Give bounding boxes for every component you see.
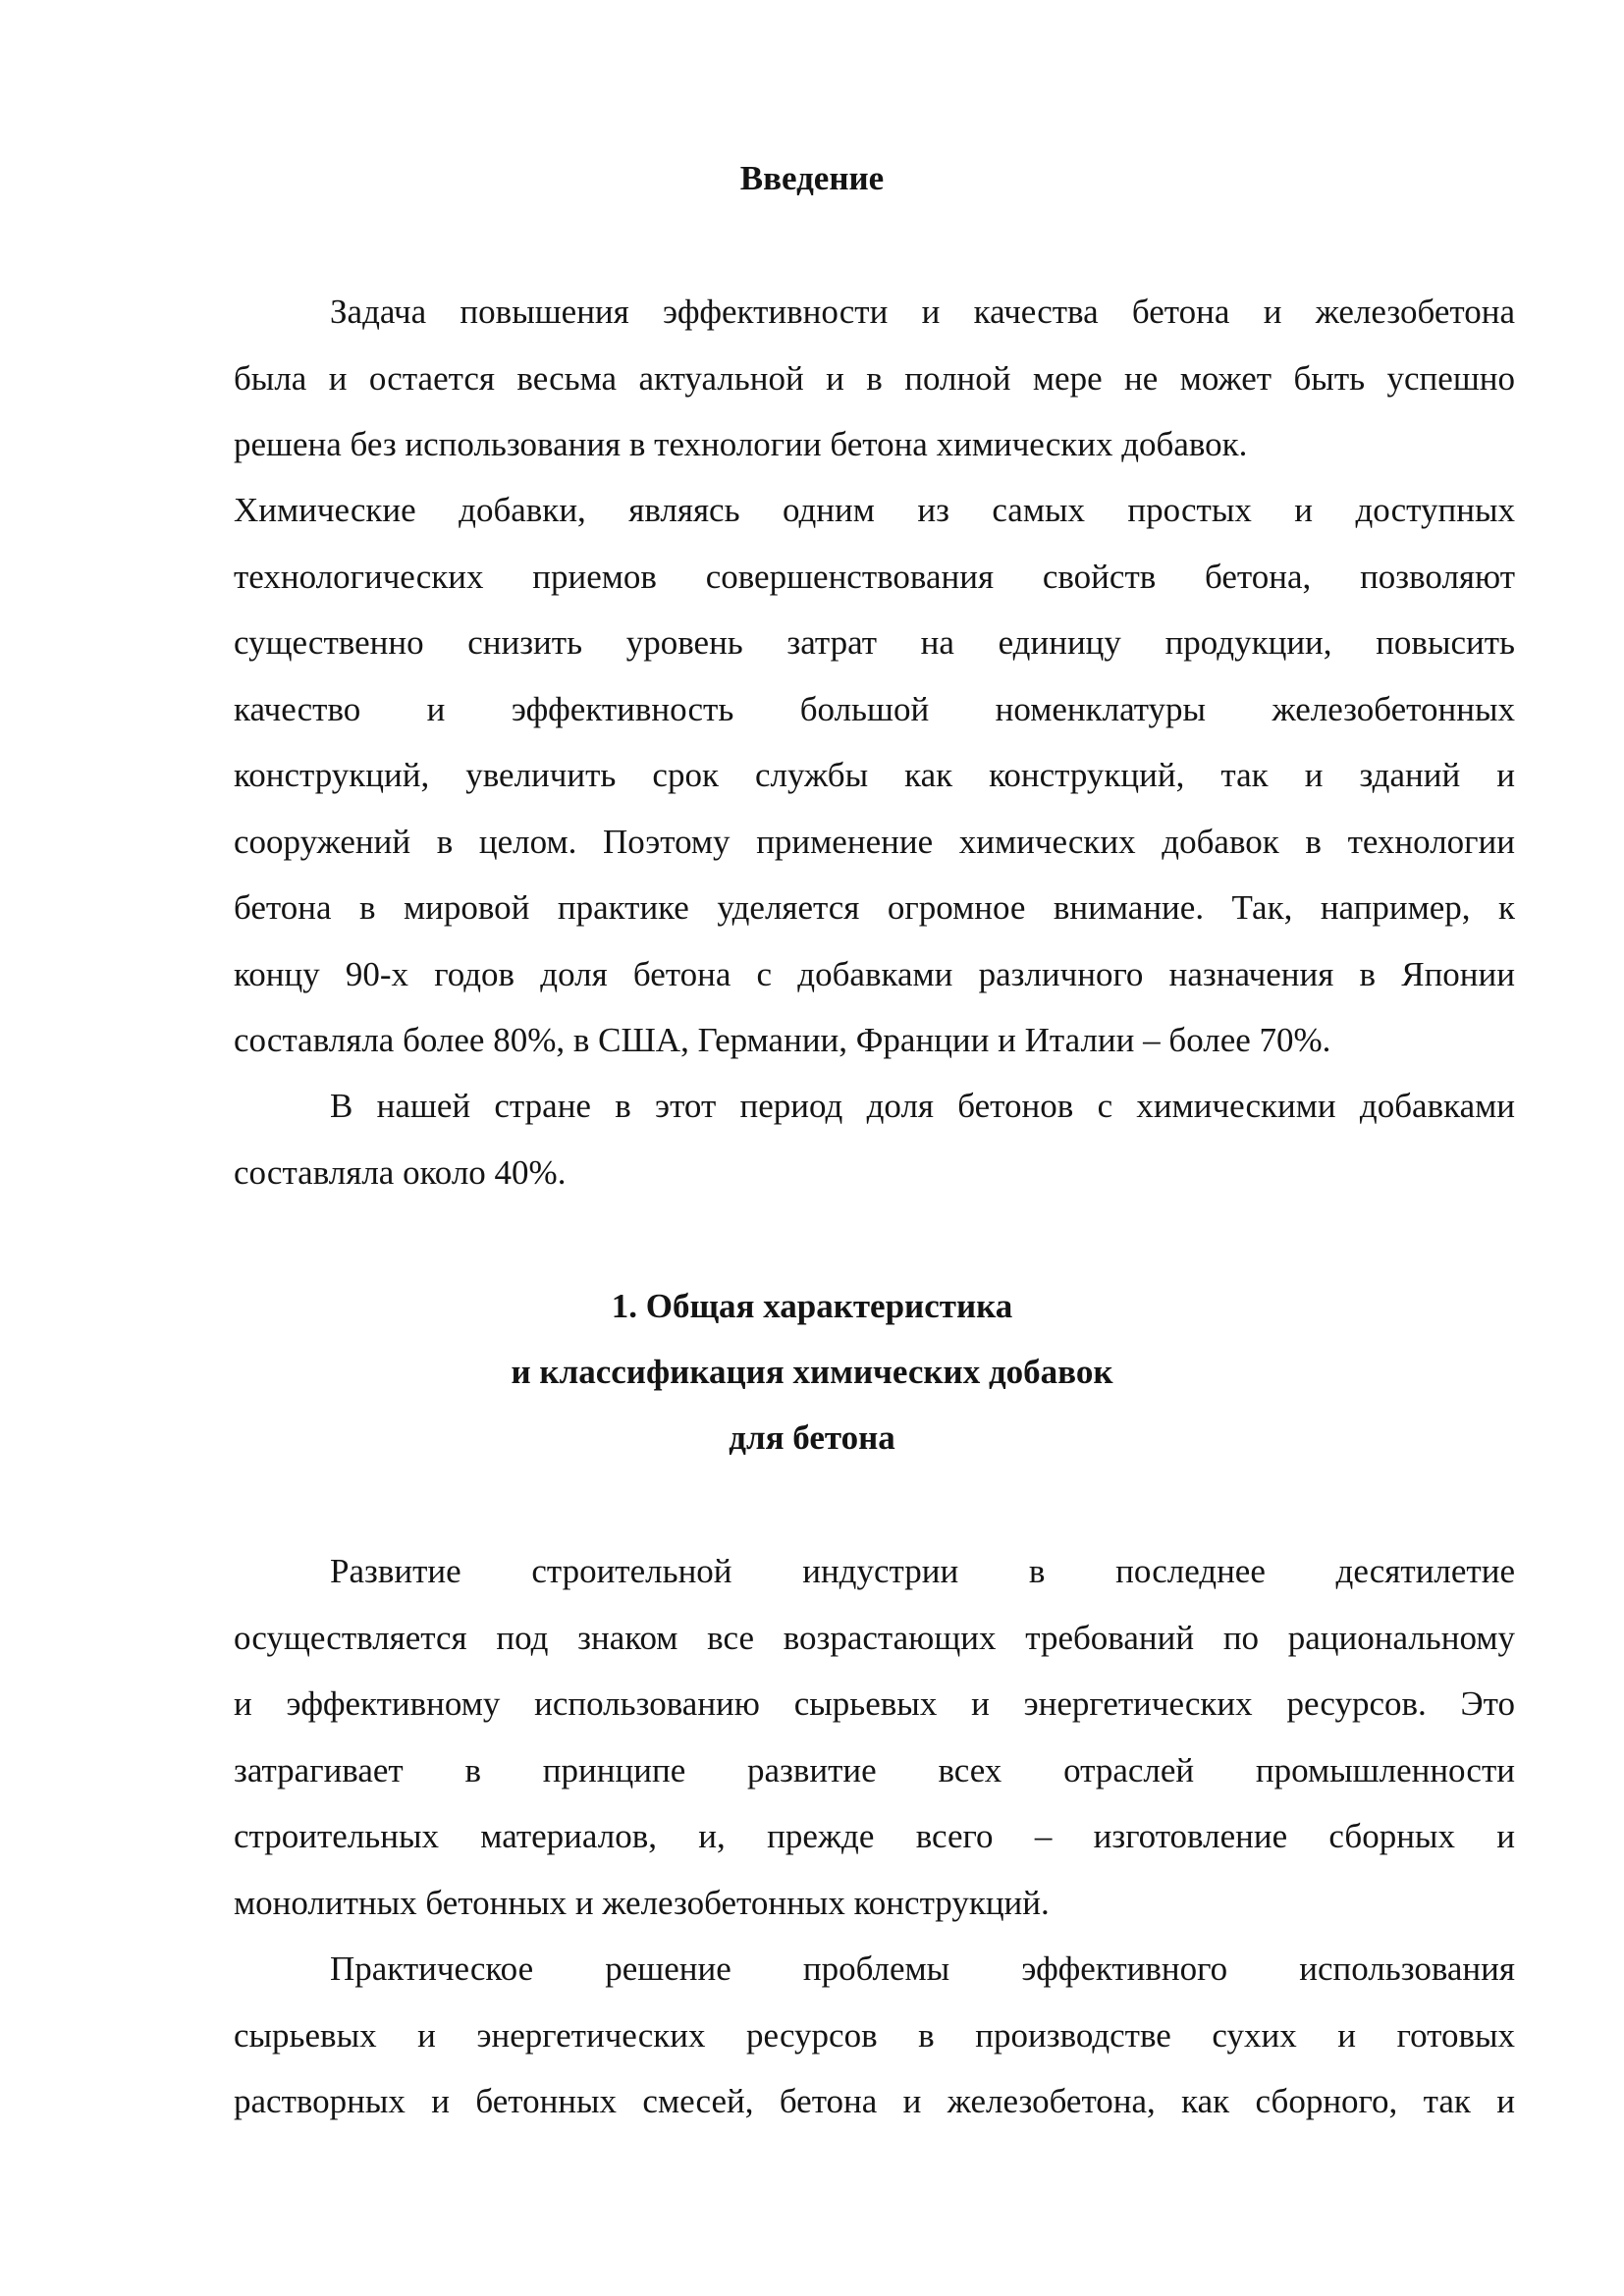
intro-paragraph-1 [234, 279, 1515, 478]
paragraph-line: конструкций, увеличить срок службы как конструкций, так и зданий и [234, 756, 1515, 794]
paragraph-line: решена без использования в технологии бетона химических добавок. [234, 425, 1248, 463]
paragraph-line: Задача повышения эффективности и качества бетона и железобетона [330, 293, 1515, 331]
paragraph-line: составляла около 40%. [234, 1152, 567, 1192]
section-title-line: 1. Общая характеристика [611, 1287, 1013, 1325]
section-title-line: для бетона [729, 1418, 895, 1457]
paragraph-line: была и остается весьма актуальной и в полной мере не может быть успешно [234, 358, 1515, 398]
intro-title: Введение [739, 159, 885, 197]
paragraph-line: затрагивает в принципе развитие всех отраслей промышленности [234, 1750, 1515, 1789]
paragraph-line: Химические добавки, являясь одним из самых простых и доступных [234, 491, 1515, 529]
paragraph-line: Практическое решение проблемы эффективного использования [330, 1949, 1515, 1988]
intro-paragraph-2 [234, 477, 1515, 1074]
paragraph-line: Развитие строительной индустрии в последнее десятилетие [330, 1552, 1515, 1590]
section-title-line: и классификация химических добавок [511, 1353, 1113, 1391]
paragraph-line: качество и эффективность большой номенклатуры железобетонных [234, 689, 1515, 728]
intro-paragraph-3 [234, 1073, 1515, 1205]
paragraph-line: сырьевых и энергетических ресурсов в производстве сухих и готовых [234, 2015, 1515, 2055]
paragraph-line: составляла более 80%, в США, Германии, Франции и Италии – более 70%. [234, 1021, 1331, 1059]
paragraph-line: строительных материалов, и, прежде всего – изготовление сборных и [234, 1817, 1515, 1855]
paragraph-line: бетона в мировой практике уделяется огромное внимание. Так, например, к [234, 888, 1515, 927]
paragraph-line: технологических приемов совершенствования свойств бетона, позволяют [234, 557, 1515, 596]
paragraph-line: монолитных бетонных и железобетонных конструкций. [234, 1883, 1050, 1922]
section-1-title [0, 1273, 1624, 1470]
section-1-paragraph-1 [234, 1538, 1515, 1936]
paragraph-line: осуществляется под знаком все возрастающих требований по рациональному [234, 1618, 1515, 1657]
paragraph-line: существенно снизить уровень затрат на единицу продукции, повысить [234, 623, 1515, 662]
section-1-paragraph-2 [234, 1936, 1515, 2135]
paragraph-line: сооружений в целом. Поэтому применение химических добавок в технологии [234, 822, 1515, 861]
paragraph-line: растворных и бетонных смесей, бетона и железобетона, как сборного, так и [234, 2082, 1515, 2120]
paragraph-line: концу 90-х годов доля бетона с добавками различного назначения в Японии [234, 954, 1515, 993]
paragraph-line: В нашей стране в этот период доля бетонов с химическими добавками [330, 1087, 1515, 1125]
paragraph-line: и эффективному использованию сырьевых и энергетических ресурсов. Это [234, 1684, 1515, 1723]
